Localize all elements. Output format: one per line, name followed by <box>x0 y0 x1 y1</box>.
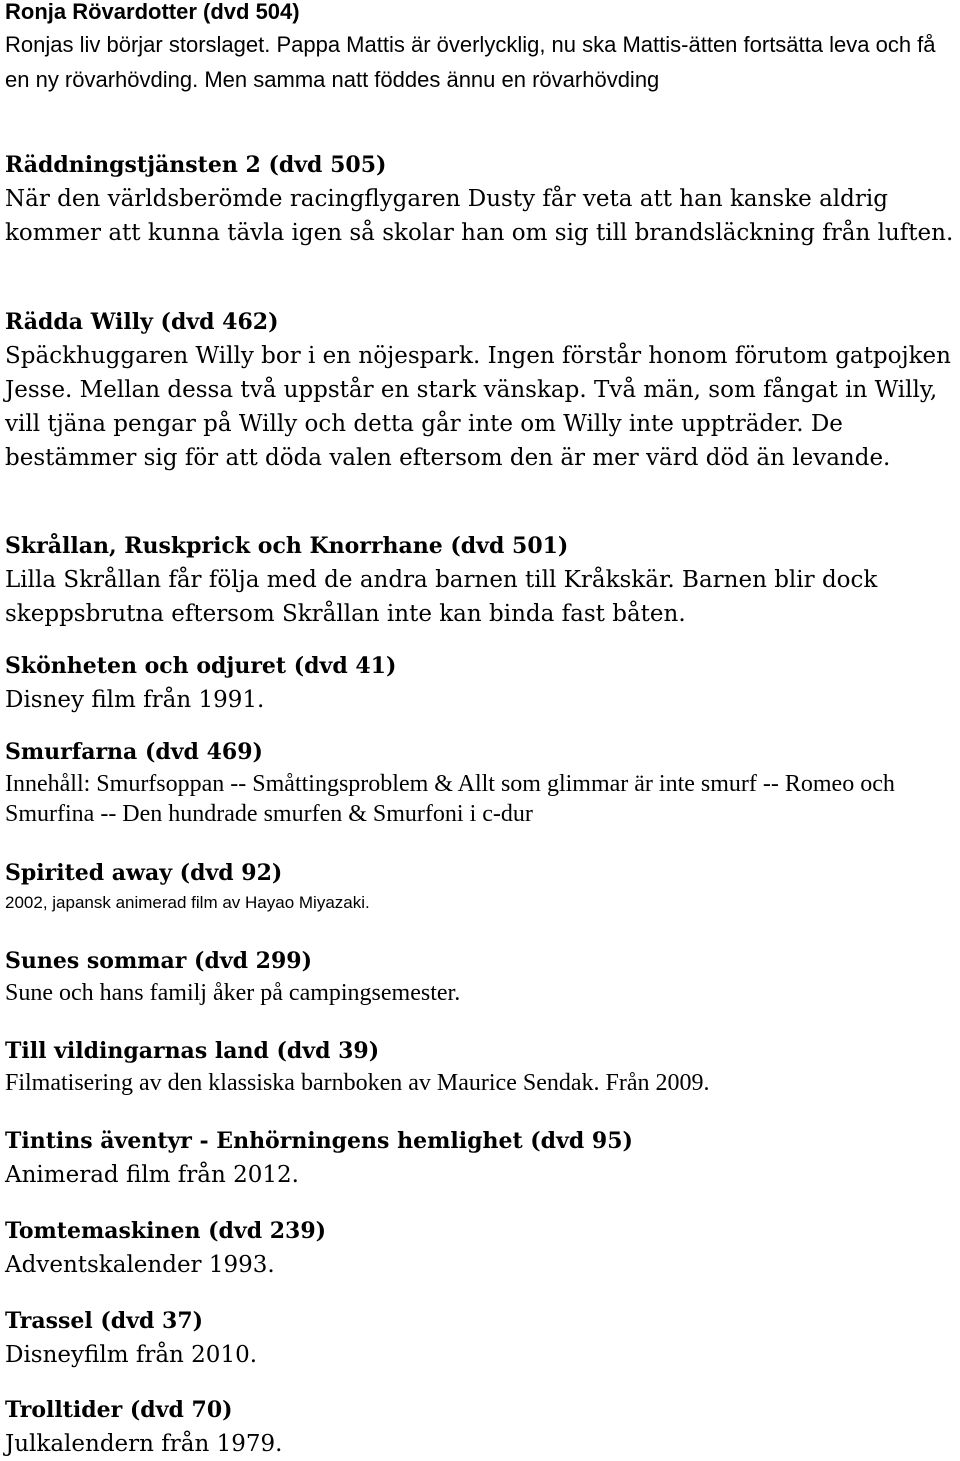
entry-skrallan <box>5 531 955 631</box>
entry-description: Disney film från 1991. <box>5 687 265 713</box>
entry-title: Till vildingarnas land (dvd 39) <box>5 1038 380 1064</box>
entry-title: Sunes sommar (dvd 299) <box>5 948 312 974</box>
entry-title: Trassel (dvd 37) <box>5 1308 204 1334</box>
entry-trolltider <box>5 1395 955 1461</box>
entry-smurfarna <box>5 737 955 829</box>
entry-title: Ronja Rövardotter (dvd 504) <box>5 0 300 24</box>
entry-description: Animerad film från 2012. <box>5 1162 299 1188</box>
entry-spirited-away <box>5 858 955 916</box>
entry-title: Tintins äventyr - Enhörningens hemlighet (dvd 95) <box>5 1128 633 1154</box>
entry-title: Trolltider (dvd 70) <box>5 1397 233 1423</box>
entry-title: Rädda Willy (dvd 462) <box>5 309 279 335</box>
entry-title: Räddningstjänsten 2 (dvd 505) <box>5 152 387 178</box>
entry-title: Skrållan, Ruskprick och Knorrhane (dvd 501) <box>5 533 569 559</box>
entry-raddningstjansten <box>5 150 955 250</box>
entry-tomtemaskinen <box>5 1216 955 1282</box>
entry-radda-willy <box>5 307 955 475</box>
entry-sunes-sommar <box>5 946 955 1008</box>
entry-description: Späckhuggaren Willy bor i en nöjespark. Ingen förstår honom förutom gatpojken Jesse. Mellan dessa två uppstår en stark vänskap. Två män, som fångat in Willy, vill tjäna pengar på Willy och detta går inte om Willy inte uppträder. De bestämmer sig för att döda valen eftersom den är mer värd död än levande. <box>5 343 951 471</box>
entry-ronja <box>5 0 955 97</box>
entry-skonheten <box>5 651 955 717</box>
entry-description: Filmatisering av den klassiska barnboken av Maurice Sendak. Från 2009. <box>5 1070 710 1096</box>
entry-description: Innehåll: Smurfsoppan -- Småttingsproblem & Allt som glimmar är inte smurf -- Romeo och Smurfina -- Den hundrade smurfen & Smurfoni i c-dur <box>5 771 895 827</box>
entry-description: Adventskalender 1993. <box>5 1252 275 1278</box>
entry-description: Lilla Skrållan får följa med de andra barnen till Kråkskär. Barnen blir dock skeppsbrutna eftersom Skrållan inte kan binda fast båten. <box>5 567 878 627</box>
entry-title: Smurfarna (dvd 469) <box>5 739 263 765</box>
entry-description: 2002, japansk animerad film av Hayao Miyazaki. <box>5 893 370 912</box>
entry-description: Disneyfilm från 2010. <box>5 1342 258 1368</box>
entry-tintin <box>5 1126 955 1192</box>
entry-till-vildingarnas-land <box>5 1036 955 1098</box>
entry-description: När den världsberömde racingflygaren Dusty får veta att han kanske aldrig kommer att kunna tävla igen så skolar han om sig till brandsläckning från luften. <box>5 186 954 246</box>
entry-title: Spirited away (dvd 92) <box>5 860 283 886</box>
entry-description: Ronjas liv börjar storslaget. Pappa Mattis är överlycklig, nu ska Mattis-ätten fortsätta leva och få en ny rövarhövding. Men samma natt föddes ännu en rövarhövding <box>5 32 936 92</box>
entry-title: Tomtemaskinen (dvd 239) <box>5 1218 327 1244</box>
entry-title: Skönheten och odjuret (dvd 41) <box>5 653 397 679</box>
entry-trassel <box>5 1306 955 1372</box>
entry-description: Sune och hans familj åker på campingsemester. <box>5 980 461 1006</box>
entry-description: Julkalendern från 1979. <box>5 1431 283 1457</box>
